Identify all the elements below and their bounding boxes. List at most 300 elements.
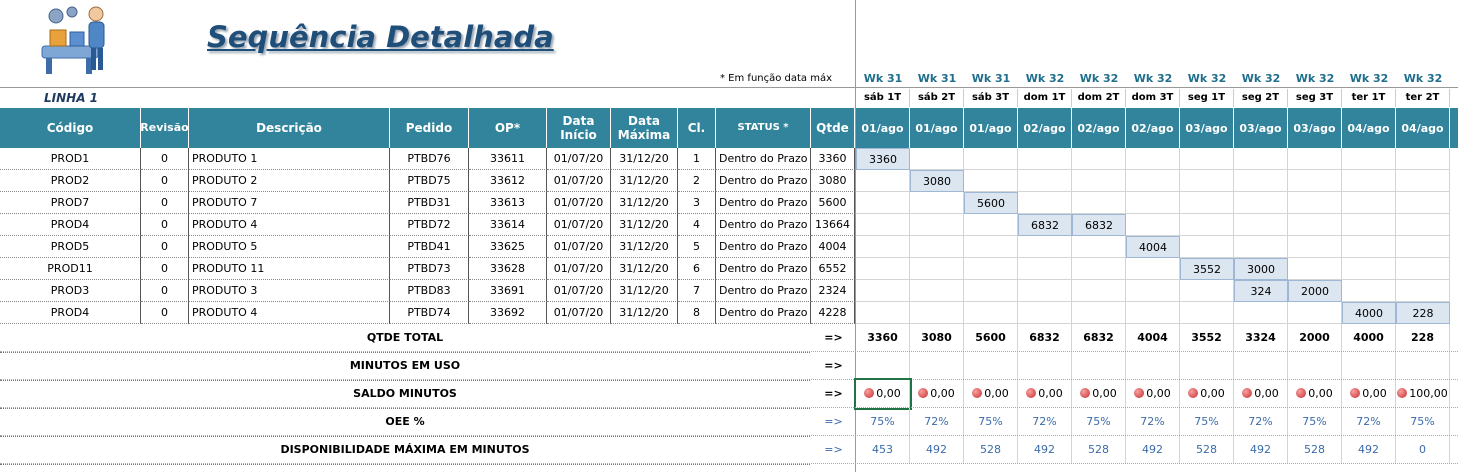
- cell-codigo[interactable]: PROD11: [0, 258, 141, 280]
- date-note: * Em função data máx: [720, 73, 833, 84]
- summary-value[interactable]: [1234, 352, 1288, 380]
- saldo-value: 0,00: [1038, 387, 1063, 400]
- plan-cell-empty[interactable]: [1180, 148, 1234, 170]
- plan-cell-empty[interactable]: [1396, 170, 1450, 192]
- cell-data-inicio[interactable]: 01/07/20: [547, 192, 611, 214]
- date-header[interactable]: 01/ago: [910, 108, 964, 148]
- cell-revisao[interactable]: 0: [141, 236, 189, 258]
- saldo-value: 0,00: [1092, 387, 1117, 400]
- saldo-value: 0,00: [984, 387, 1009, 400]
- plan-cell-empty[interactable]: [1288, 302, 1342, 324]
- plan-cell-empty[interactable]: [910, 258, 964, 280]
- summary-value[interactable]: 228: [1396, 324, 1450, 352]
- status-dot-icon: [972, 388, 982, 398]
- summary-label: QTDE TOTAL: [0, 324, 810, 353]
- cell-descricao[interactable]: PRODUTO 4: [189, 302, 390, 324]
- cell-data-inicio[interactable]: 01/07/20: [547, 280, 611, 302]
- cell-data-inicio[interactable]: 01/07/20: [547, 170, 611, 192]
- plan-cell-empty[interactable]: [856, 192, 910, 214]
- cell-qtde[interactable]: 5600: [811, 192, 855, 214]
- plan-cell-empty[interactable]: [1180, 192, 1234, 214]
- cell-pedido[interactable]: PTBD75: [390, 170, 469, 192]
- summary-value[interactable]: [1396, 380, 1450, 408]
- cell-qtde[interactable]: 4228: [811, 302, 855, 324]
- week-label: Wk 32: [1079, 72, 1119, 85]
- cell-status[interactable]: Dentro do Prazo: [716, 280, 811, 302]
- plan-cell-empty[interactable]: [1126, 258, 1180, 280]
- summary-value[interactable]: [1126, 380, 1180, 408]
- cell-cl[interactable]: 1: [678, 148, 716, 170]
- plan-cell-empty[interactable]: [910, 192, 964, 214]
- cell-pedido[interactable]: PTBD31: [390, 192, 469, 214]
- col-header-pedido[interactable]: Pedido: [390, 108, 469, 148]
- page-title: Sequência Detalhada: [207, 20, 554, 54]
- status-dot-icon: [1026, 388, 1036, 398]
- summary-value[interactable]: 492: [1234, 436, 1288, 464]
- summary-value[interactable]: 492: [1342, 436, 1396, 464]
- plan-cell[interactable]: 3360: [856, 148, 910, 170]
- summary-value[interactable]: [1072, 380, 1126, 408]
- cell-data-inicio[interactable]: 01/07/20: [547, 258, 611, 280]
- plan-cell-empty[interactable]: [1342, 236, 1396, 258]
- plan-cell-empty[interactable]: [1072, 170, 1126, 192]
- summary-value[interactable]: [1288, 352, 1342, 380]
- summary-value[interactable]: [1180, 380, 1234, 408]
- cell-pedido[interactable]: PTBD76: [390, 148, 469, 170]
- summary-value[interactable]: [856, 380, 910, 408]
- cell-status[interactable]: Dentro do Prazo: [716, 236, 811, 258]
- date-header[interactable]: 01/ago: [964, 108, 1018, 148]
- plan-cell-empty[interactable]: [964, 170, 1018, 192]
- week-label: Wk 32: [1349, 72, 1389, 85]
- summary-value[interactable]: [1018, 380, 1072, 408]
- plan-cell[interactable]: 5600: [964, 192, 1018, 214]
- shift-label: ter 2T: [1396, 89, 1450, 107]
- cell-pedido[interactable]: PTBD74: [390, 302, 469, 324]
- shift-label: sáb 2T: [910, 89, 964, 107]
- plan-cell-empty[interactable]: [1396, 214, 1450, 236]
- cell-data-inicio[interactable]: 01/07/20: [547, 302, 611, 324]
- cell-revisao[interactable]: 0: [141, 258, 189, 280]
- status-dot-icon: [1134, 388, 1144, 398]
- plan-cell-empty[interactable]: [964, 236, 1018, 258]
- saldo-value: 0,00: [1200, 387, 1225, 400]
- summary-arrow: =>: [824, 387, 843, 400]
- cell-qtde[interactable]: 2324: [811, 280, 855, 302]
- plan-cell-empty[interactable]: [856, 170, 910, 192]
- col-header-qtde[interactable]: Qtde: [811, 108, 855, 148]
- summary-value[interactable]: 4004: [1126, 324, 1180, 352]
- summary-value[interactable]: 72%: [910, 408, 964, 436]
- summary-label: DISPONIBILIDADE MÁXIMA EM MINUTOS: [0, 436, 810, 465]
- date-header[interactable]: 03/ago: [1234, 108, 1288, 148]
- plan-cell-empty[interactable]: [1234, 302, 1288, 324]
- summary-value[interactable]: 528: [1180, 436, 1234, 464]
- cell-op[interactable]: 33611: [469, 148, 547, 170]
- plan-cell-empty[interactable]: [1180, 214, 1234, 236]
- status-dot-icon: [1242, 388, 1252, 398]
- plan-cell-empty[interactable]: [910, 236, 964, 258]
- cell-cl[interactable]: 2: [678, 170, 716, 192]
- cell-cl[interactable]: 7: [678, 280, 716, 302]
- plan-cell-empty[interactable]: [1072, 302, 1126, 324]
- plan-cell-empty[interactable]: [1288, 192, 1342, 214]
- cell-pedido[interactable]: PTBD72: [390, 214, 469, 236]
- plan-cell[interactable]: 324: [1234, 280, 1288, 302]
- cell-op[interactable]: 33692: [469, 302, 547, 324]
- summary-value[interactable]: 3080: [910, 324, 964, 352]
- plan-cell-empty[interactable]: [1180, 170, 1234, 192]
- cell-cl[interactable]: 4: [678, 214, 716, 236]
- plan-cell-empty[interactable]: [1396, 258, 1450, 280]
- plan-cell[interactable]: 4000: [1342, 302, 1396, 324]
- plan-cell-empty[interactable]: [1288, 236, 1342, 258]
- cell-status[interactable]: Dentro do Prazo: [716, 170, 811, 192]
- cell-data-inicio[interactable]: 01/07/20: [547, 214, 611, 236]
- plan-cell-empty[interactable]: [910, 302, 964, 324]
- cell-status[interactable]: Dentro do Prazo: [716, 192, 811, 214]
- plan-cell-empty[interactable]: [1018, 258, 1072, 280]
- cell-cl[interactable]: 5: [678, 236, 716, 258]
- plan-cell-empty[interactable]: [1396, 280, 1450, 302]
- plan-cell-empty[interactable]: [1342, 214, 1396, 236]
- col-header-op[interactable]: OP*: [469, 108, 547, 148]
- plan-cell-empty[interactable]: [856, 258, 910, 280]
- summary-value[interactable]: [856, 352, 910, 380]
- status-dot-icon: [1350, 388, 1360, 398]
- date-header[interactable]: 01/ago: [856, 108, 910, 148]
- cell-revisao[interactable]: 0: [141, 192, 189, 214]
- week-label: Wk 32: [1187, 72, 1227, 85]
- summary-label: SALDO MINUTOS: [0, 380, 810, 409]
- plan-cell[interactable]: 3552: [1180, 258, 1234, 280]
- summary-value[interactable]: 492: [910, 436, 964, 464]
- plan-cell-empty[interactable]: [856, 280, 910, 302]
- shift-label: dom 1T: [1018, 89, 1072, 107]
- plan-cell-empty[interactable]: [964, 214, 1018, 236]
- shift-label: sáb 3T: [964, 89, 1018, 107]
- cell-qtde[interactable]: 6552: [811, 258, 855, 280]
- plan-cell[interactable]: 6832: [1072, 214, 1126, 236]
- cell-qtde[interactable]: 3080: [811, 170, 855, 192]
- col-header-cl[interactable]: Cl.: [678, 108, 716, 148]
- cell-data-maxima[interactable]: 31/12/20: [611, 148, 678, 170]
- plan-cell-empty[interactable]: [1072, 236, 1126, 258]
- plan-cell-empty[interactable]: [856, 236, 910, 258]
- factory-logo-icon: [36, 2, 116, 80]
- week-label: Wk 31: [863, 72, 903, 85]
- plan-cell-empty[interactable]: [910, 148, 964, 170]
- summary-value[interactable]: 6832: [1018, 324, 1072, 352]
- plan-cell-empty[interactable]: [856, 302, 910, 324]
- summary-value[interactable]: [1180, 352, 1234, 380]
- cell-data-maxima[interactable]: 31/12/20: [611, 214, 678, 236]
- cell-data-maxima[interactable]: 31/12/20: [611, 280, 678, 302]
- summary-value[interactable]: 492: [1018, 436, 1072, 464]
- cell-op[interactable]: 33625: [469, 236, 547, 258]
- summary-value[interactable]: 0: [1396, 436, 1450, 464]
- plan-cell-empty[interactable]: [1288, 214, 1342, 236]
- cell-descricao[interactable]: PRODUTO 1: [189, 148, 390, 170]
- date-header[interactable]: 02/ago: [1072, 108, 1126, 148]
- cell-data-maxima[interactable]: 31/12/20: [611, 192, 678, 214]
- summary-value[interactable]: [1234, 380, 1288, 408]
- summary-value[interactable]: [1342, 380, 1396, 408]
- cell-descricao[interactable]: PRODUTO 2: [189, 170, 390, 192]
- status-dot-icon: [1188, 388, 1198, 398]
- summary-value[interactable]: 5600: [964, 324, 1018, 352]
- shift-label: seg 3T: [1288, 89, 1342, 107]
- cell-revisao[interactable]: 0: [141, 148, 189, 170]
- summary-value[interactable]: 453: [856, 436, 910, 464]
- cell-descricao[interactable]: PRODUTO 4: [189, 214, 390, 236]
- plan-cell[interactable]: 3000: [1234, 258, 1288, 280]
- cell-op[interactable]: 33614: [469, 214, 547, 236]
- saldo-value: 0,00: [930, 387, 955, 400]
- summary-value[interactable]: [1126, 352, 1180, 380]
- plan-cell[interactable]: 4004: [1126, 236, 1180, 258]
- cell-descricao[interactable]: PRODUTO 11: [189, 258, 390, 280]
- cell-op[interactable]: 33691: [469, 280, 547, 302]
- date-header[interactable]: 02/ago: [1018, 108, 1072, 148]
- plan-cell-empty[interactable]: [1126, 148, 1180, 170]
- cell-status[interactable]: Dentro do Prazo: [716, 258, 811, 280]
- plan-cell-empty[interactable]: [1126, 170, 1180, 192]
- summary-value[interactable]: 75%: [1180, 408, 1234, 436]
- plan-cell-empty[interactable]: [1180, 236, 1234, 258]
- col-header-descricao[interactable]: Descrição: [189, 108, 390, 148]
- cell-descricao[interactable]: PRODUTO 3: [189, 280, 390, 302]
- summary-value[interactable]: [910, 352, 964, 380]
- summary-value[interactable]: 75%: [1288, 408, 1342, 436]
- cell-qtde[interactable]: 4004: [811, 236, 855, 258]
- summary-value[interactable]: 75%: [1072, 408, 1126, 436]
- cell-cl[interactable]: 8: [678, 302, 716, 324]
- plan-cell-empty[interactable]: [856, 214, 910, 236]
- cell-codigo[interactable]: PROD1: [0, 148, 141, 170]
- cell-codigo[interactable]: PROD4: [0, 302, 141, 324]
- week-label: Wk 32: [1295, 72, 1335, 85]
- saldo-value: 100,00: [1409, 387, 1448, 400]
- plan-cell-empty[interactable]: [1180, 280, 1234, 302]
- plan-cell-empty[interactable]: [1234, 148, 1288, 170]
- status-dot-icon: [1080, 388, 1090, 398]
- status-dot-icon: [918, 388, 928, 398]
- date-header[interactable]: 02/ago: [1126, 108, 1180, 148]
- summary-value[interactable]: [1288, 380, 1342, 408]
- cell-pedido[interactable]: PTBD73: [390, 258, 469, 280]
- summary-arrow: =>: [824, 415, 843, 428]
- col-header-status[interactable]: STATUS *: [716, 108, 811, 148]
- saldo-value: 0,00: [1362, 387, 1387, 400]
- cell-codigo[interactable]: PROD2: [0, 170, 141, 192]
- summary-value[interactable]: 75%: [964, 408, 1018, 436]
- week-label: Wk 32: [1241, 72, 1281, 85]
- cell-data-maxima[interactable]: 31/12/20: [611, 302, 678, 324]
- plan-cell-empty[interactable]: [1396, 148, 1450, 170]
- cell-codigo[interactable]: PROD7: [0, 192, 141, 214]
- plan-cell-empty[interactable]: [1072, 258, 1126, 280]
- date-header[interactable]: 03/ago: [1288, 108, 1342, 148]
- cell-op[interactable]: 33613: [469, 192, 547, 214]
- cell-codigo[interactable]: PROD4: [0, 214, 141, 236]
- summary-arrow: =>: [824, 331, 843, 344]
- summary-value[interactable]: [964, 380, 1018, 408]
- cell-revisao[interactable]: 0: [141, 214, 189, 236]
- cell-data-inicio[interactable]: 01/07/20: [547, 148, 611, 170]
- cell-status[interactable]: Dentro do Prazo: [716, 302, 811, 324]
- plan-cell-empty[interactable]: [1072, 192, 1126, 214]
- header-rule: [0, 87, 1458, 88]
- cell-qtde[interactable]: 13664: [811, 214, 855, 236]
- summary-value[interactable]: [964, 352, 1018, 380]
- summary-value[interactable]: 528: [1288, 436, 1342, 464]
- plan-cell-empty[interactable]: [1288, 258, 1342, 280]
- plan-cell-empty[interactable]: [1018, 280, 1072, 302]
- plan-cell-empty[interactable]: [1180, 302, 1234, 324]
- summary-value[interactable]: 492: [1126, 436, 1180, 464]
- plan-cell-empty[interactable]: [964, 258, 1018, 280]
- cell-status[interactable]: Dentro do Prazo: [716, 214, 811, 236]
- saldo-value: 0,00: [876, 387, 901, 400]
- plan-cell-empty[interactable]: [1018, 192, 1072, 214]
- plan-cell-empty[interactable]: [910, 214, 964, 236]
- cell-data-maxima[interactable]: 31/12/20: [611, 236, 678, 258]
- cell-cl[interactable]: 6: [678, 258, 716, 280]
- cell-revisao[interactable]: 0: [141, 302, 189, 324]
- summary-value[interactable]: 72%: [1234, 408, 1288, 436]
- summary-value[interactable]: 4000: [1342, 324, 1396, 352]
- cell-codigo[interactable]: PROD3: [0, 280, 141, 302]
- cell-pedido[interactable]: PTBD83: [390, 280, 469, 302]
- cell-op[interactable]: 33628: [469, 258, 547, 280]
- col-header-codigo[interactable]: Código: [0, 108, 141, 148]
- week-label: Wk 32: [1025, 72, 1065, 85]
- summary-value[interactable]: 3324: [1234, 324, 1288, 352]
- summary-value[interactable]: 75%: [1396, 408, 1450, 436]
- plan-cell-empty[interactable]: [1342, 148, 1396, 170]
- plan-cell-empty[interactable]: [1288, 148, 1342, 170]
- plan-cell-empty[interactable]: [1126, 302, 1180, 324]
- plan-cell-empty[interactable]: [1126, 214, 1180, 236]
- plan-cell-empty[interactable]: [1288, 170, 1342, 192]
- summary-label: OEE %: [0, 408, 810, 437]
- shift-label: dom 2T: [1072, 89, 1126, 107]
- summary-value[interactable]: [1072, 352, 1126, 380]
- plan-cell-empty[interactable]: [1018, 148, 1072, 170]
- plan-cell-empty[interactable]: [1018, 170, 1072, 192]
- summary-value[interactable]: [1342, 352, 1396, 380]
- summary-value[interactable]: 72%: [1342, 408, 1396, 436]
- date-header[interactable]: 03/ago: [1180, 108, 1234, 148]
- cell-status[interactable]: Dentro do Prazo: [716, 148, 811, 170]
- plan-cell-empty[interactable]: [1072, 280, 1126, 302]
- cell-cl[interactable]: 3: [678, 192, 716, 214]
- saldo-value: 0,00: [1254, 387, 1279, 400]
- col-header-revisao[interactable]: Revisão: [141, 108, 189, 148]
- summary-value[interactable]: 3552: [1180, 324, 1234, 352]
- cell-pedido[interactable]: PTBD41: [390, 236, 469, 258]
- cell-qtde[interactable]: 3360: [811, 148, 855, 170]
- cell-op[interactable]: 33612: [469, 170, 547, 192]
- status-dot-icon: [1296, 388, 1306, 398]
- summary-value[interactable]: 6832: [1072, 324, 1126, 352]
- col-header-data-maxima[interactable]: Data Máxima: [611, 108, 678, 148]
- saldo-value: 0,00: [1146, 387, 1171, 400]
- col-header-data-inicio[interactable]: Data Início: [547, 108, 611, 148]
- line-label: LINHA 1: [44, 91, 99, 105]
- shift-label: ter 1T: [1342, 89, 1396, 107]
- shift-label: seg 1T: [1180, 89, 1234, 107]
- summary-arrow: =>: [824, 443, 843, 456]
- cell-descricao[interactable]: PRODUTO 7: [189, 192, 390, 214]
- plan-cell-empty[interactable]: [1018, 302, 1072, 324]
- plan-cell[interactable]: 3080: [910, 170, 964, 192]
- summary-value[interactable]: 72%: [1018, 408, 1072, 436]
- plan-cell-empty[interactable]: [964, 148, 1018, 170]
- cell-revisao[interactable]: 0: [141, 170, 189, 192]
- cell-revisao[interactable]: 0: [141, 280, 189, 302]
- plan-cell-empty[interactable]: [1396, 236, 1450, 258]
- plan-cell-empty[interactable]: [1126, 192, 1180, 214]
- status-dot-icon: [864, 388, 874, 398]
- date-header[interactable]: 04/ago: [1396, 108, 1450, 148]
- plan-cell-empty[interactable]: [1018, 236, 1072, 258]
- summary-value[interactable]: 75%: [856, 408, 910, 436]
- date-header[interactable]: 04/ago: [1342, 108, 1396, 148]
- week-label: Wk 31: [971, 72, 1011, 85]
- plan-cell-empty[interactable]: [1234, 192, 1288, 214]
- plan-cell-empty[interactable]: [1342, 192, 1396, 214]
- cell-data-inicio[interactable]: 01/07/20: [547, 236, 611, 258]
- plan-cell[interactable]: 6832: [1018, 214, 1072, 236]
- cell-descricao[interactable]: PRODUTO 5: [189, 236, 390, 258]
- summary-value[interactable]: 528: [1072, 436, 1126, 464]
- date-header-overflow: [1450, 108, 1458, 148]
- plan-cell-empty[interactable]: [1234, 236, 1288, 258]
- summary-label: MINUTOS EM USO: [0, 352, 810, 381]
- plan-cell-empty[interactable]: [964, 302, 1018, 324]
- week-label: Wk 32: [1133, 72, 1173, 85]
- summary-rule: [0, 463, 1458, 465]
- plan-cell-empty[interactable]: [1396, 192, 1450, 214]
- summary-value[interactable]: [1018, 352, 1072, 380]
- cell-data-maxima[interactable]: 31/12/20: [611, 170, 678, 192]
- plan-cell-empty[interactable]: [1342, 258, 1396, 280]
- summary-value[interactable]: 528: [964, 436, 1018, 464]
- plan-cell[interactable]: 228: [1396, 302, 1450, 324]
- summary-value[interactable]: [1396, 352, 1450, 380]
- plan-cell-empty[interactable]: [1234, 170, 1288, 192]
- plan-cell-empty[interactable]: [1342, 280, 1396, 302]
- cell-data-maxima[interactable]: 31/12/20: [611, 258, 678, 280]
- plan-cell[interactable]: 2000: [1288, 280, 1342, 302]
- summary-value[interactable]: [910, 380, 964, 408]
- summary-value[interactable]: 2000: [1288, 324, 1342, 352]
- cell-codigo[interactable]: PROD5: [0, 236, 141, 258]
- plan-cell-empty[interactable]: [910, 280, 964, 302]
- summary-arrow: =>: [824, 359, 843, 372]
- plan-cell-empty[interactable]: [1234, 214, 1288, 236]
- plan-cell-empty[interactable]: [1342, 170, 1396, 192]
- summary-value[interactable]: 72%: [1126, 408, 1180, 436]
- summary-value[interactable]: 3360: [856, 324, 910, 352]
- plan-cell-empty[interactable]: [1072, 148, 1126, 170]
- status-dot-icon: [1397, 388, 1407, 398]
- plan-cell-empty[interactable]: [964, 280, 1018, 302]
- plan-cell-empty[interactable]: [1126, 280, 1180, 302]
- shift-label: sáb 1T: [856, 89, 910, 107]
